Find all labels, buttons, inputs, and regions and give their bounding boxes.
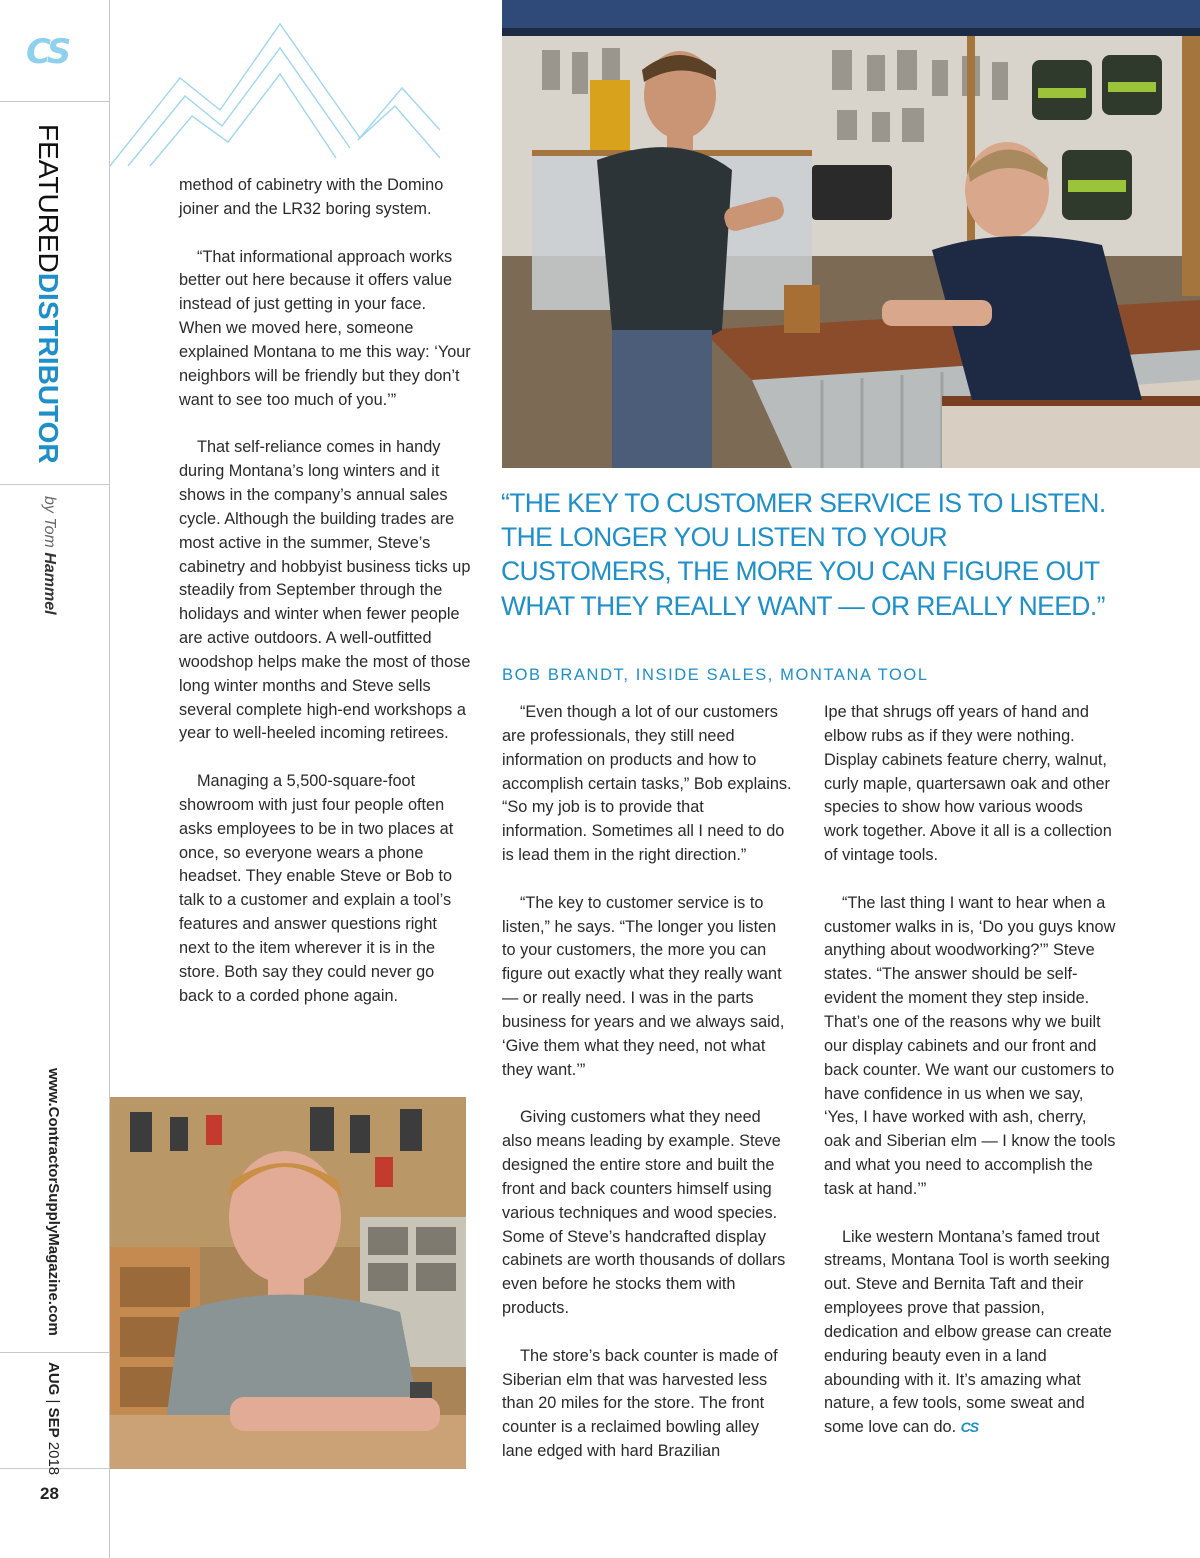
section-title (32, 124, 64, 464)
paragraph: “That informational approach works better out here because it offers value instead of just getting in your face. When we moved here, someone explained Montana to me this way: ‘Your neighbors will be friendly but they don’t want to see too much of you.’” (179, 247, 471, 409)
issue-month2: SEP (45, 1407, 62, 1438)
page-number: 28 (40, 1484, 59, 1503)
section-title-thin: FEATURED (33, 124, 64, 273)
pull-quote: “THE KEY TO CUSTOMER SERVICE IS TO LISTEN. THE LONGER YOU LISTEN TO YOUR CUSTOMERS, THE MORE YOU CAN FIGURE OUT WHAT THEY REALLY WANT — OR REALLY NEED.” (501, 488, 1106, 621)
paragraph: The store’s back counter is made of Siberian elm that was harvested less than 20 miles for the store. The front counter is a reclaimed bowling alley lane edged with hard Brazilian (502, 1346, 778, 1461)
rail-divider (0, 101, 110, 102)
paragraph: “Even though a lot of our customers are professionals, they still need information on products and how to accomplish certain tasks,” Bob explains. “So my job is to provide that information. Sometimes all I need to do is lead them in the right direction.” (502, 703, 792, 865)
paragraph: That self-reliance comes in handy during Montana’s long winters and it shows in the company’s annual sales cycle. Although the building trades are most active in the summer, Steve’s cabinetry and hobbyist business ticks up steadily from September through the holidays and winter when fewer people are active outdoors. A well-outfitted woodshop helps make the most of those long winter months and Steve sells several complete high-end workshops a year to well-heeled incoming retirees. (179, 438, 471, 743)
paragraph: Giving customers what they need also means leading by example. Steve designed the entire store and built the front and back counters himself using various techniques and wood species. Some of Steve’s handcrafted display cabinets are worth thousands of dollars even before he stocks them with products. (502, 1108, 786, 1318)
paragraph: “The last thing I want to hear when a customer walks in is, ‘Do you guys know anything about woodworking?’” Steve states. “The answer should be self-evident the moment they step inside. That’s one of the reasons why we built our display cabinets and our front and back counter. We want our customers to have confidence in us when we say, ‘Yes, I have worked with ash, cherry, oak and Siberian elm — I know the tools and what you need to accomplish the task at hand.’” (824, 893, 1116, 1198)
paragraph (824, 1226, 1116, 1441)
paragraph: Ipe that shrugs off years of hand and elbow rubs as if they were nothing. Display cabinets feature cherry, walnut, curly maple, quartersawn oak and other species to show how various woods work together. Above it all is a collection of vintage tools. (824, 703, 1112, 865)
end-mark-logo: CS (960, 1419, 979, 1436)
pull-quote-attribution: BOB BRANDT, INSIDE SALES, MONTANA TOOL (502, 666, 929, 684)
rail-divider (0, 1352, 110, 1353)
issue-date (45, 1362, 62, 1475)
portrait-photo (110, 1097, 466, 1469)
issue-separator: | (45, 1395, 62, 1408)
rail-divider (0, 484, 110, 485)
store-counter-photo (502, 0, 1200, 468)
issue-year: 2018 (45, 1437, 62, 1476)
byline-prefix: by Tom (41, 496, 58, 553)
mountain-decoration-icon (110, 18, 440, 168)
left-rail (0, 0, 110, 1558)
author-name: Hammel (41, 552, 58, 615)
section-title-bold: DISTRIBUTOR (33, 272, 64, 464)
article-column-middle (502, 701, 792, 1488)
paragraph: Managing a 5,500-square-foot showroom with just four people often asks employees to be in two places at once, so everyone wears a phone headset. They enable Steve or Bob to talk to a customer and explain a tool’s features and answer questions right next to the item wherever it is in the store. Both say they could never go back to a corded phone again. (179, 772, 454, 1005)
magazine-logo: CS (26, 32, 69, 72)
paragraph-text: Like western Montana’s famed trout streams, Montana Tool is worth seeking out. Steve and Bernita Taft and their employees prove that passion, dedication and elbow grease can create enduring beauty even in a land abounding with it. It’s amazing what nature, a few tools, some sweat and some love can do. (824, 1227, 1112, 1437)
article-column-left (179, 174, 471, 1032)
paragraph: method of cabinetry with the Domino joiner and the LR32 boring system. (179, 176, 444, 218)
byline (40, 496, 58, 615)
issue-month: AUG (45, 1362, 62, 1396)
paragraph: “The key to customer service is to listen,” he says. “The longer you listen to your customers, the more you can figure out exactly what they really want — or really need. I was in the parts business for years and we always said, ‘Give them what they need, not what they want.’” (502, 893, 785, 1079)
article-column-right (824, 701, 1116, 1464)
magazine-url[interactable]: www.ContractorSupplyMagazine.com (45, 1068, 62, 1336)
